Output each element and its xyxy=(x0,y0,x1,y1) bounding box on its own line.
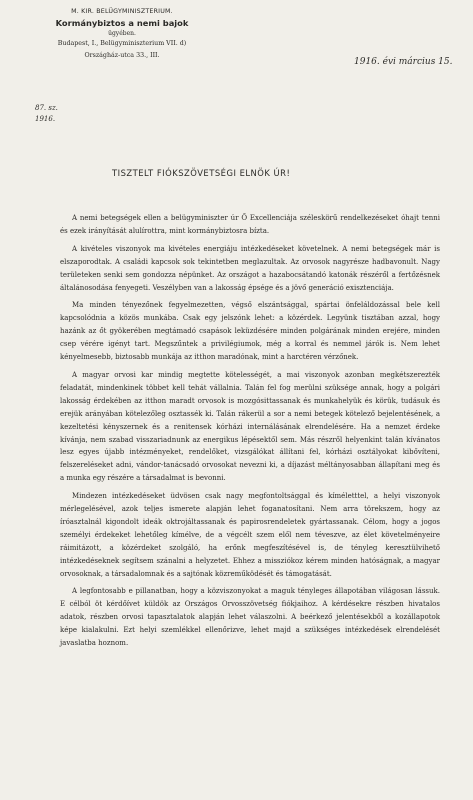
ministry-name: M. KIR. BELÜGYMINISZTERIUM. xyxy=(71,8,173,15)
reference-number: 87. sz. xyxy=(35,104,58,112)
commissioner-title: Kormánybiztos a nemi bajok xyxy=(55,18,189,28)
body-paragraph: A kivételes viszonyok ma kivételes energiáju intézkedéseket követelnek. A nemi betegségek már is elszaporodtak. A családi kapcsok sok tekintetben meglazultak. Az orvosok nagyrésze hadbavonult. Nagy területeken senki sem gondozza népünket. Az országot a hazabocsátandó katonák részéről a fertőzésnek általánosodása fenyegeti. Veszélyben van a lakosság épsége és a jövő generáció exisztenciája. xyxy=(60,244,440,292)
reference-block xyxy=(35,103,58,125)
body-paragraph: Ma minden tényezőnek fegyelmezetten, végső elszántsággal, spártai önfeláldozással bele kell kapcsolódnia a közös munkába. Csak egy jelszónk lehet: a közérdek. Legyünk tisztában azzal, hogy hazánk az őt gyökerében megtámadó csapások leküzdésére minden polgárának minden erejére, minden csep vérére igényt tart. Megszűntek a privilégiumok, még a korral és nemmel járók is. Nem lehet kényelmesebb, biztosabb munkája az itthon maradónak, mint a harctéren vérzőnek. xyxy=(60,301,440,362)
reference-year: 1916. xyxy=(35,115,56,123)
letter-body xyxy=(60,212,440,655)
salutation: TISZTELT FIÓKSZÖVETSÉGI ELNÖK ÚR! xyxy=(112,168,291,178)
body-paragraph: A legfontosabb e pillanatban, hogy a közviszonyokat a maguk tényleges állapotában világosan lássuk. E célból öt kérdőívet küldök az Országos Orvosszövetség fiókjaihoz. A kérdésekre részben hivatalos adatok, részben orvosi tapasztalatok alapján lehet válaszolni. A beérkező jelentésekből a kozállapotok képe kialakulni. Ezt helyi szemlékkel ellenőrizve, lehet majd a szükséges intézkedések elrendelését javaslatba hoznom. xyxy=(60,587,440,648)
address-line-2: Országház-utca 33., III. xyxy=(84,52,160,59)
body-paragraph: A magyar orvosi kar mindig megtette kötelességét, a mai viszonyok azonban megkétszerezték feladatát, mindenkinek többet kell tehát vállalnia. Talán fel fog merülni szüksége annak, hogy a polgári lakosság érdekében az itthon maradt orvosok is mozgósittassanak és munkahelyük és körük, tudásuk és erejük arányában kötelezőleg osztassék ki. Talán rákerül a sor a nemi betegek kötelező bejelentésének, a kezeltetési kényszernek és a renitensek kórházi internálásának elrendelésére. Ha a nemzet érdeke kívánja, nem szabad visszariadnunk az energikus lépésektől sem. Más részről helyenkint talán kívánatos lesz egyes újabb intézményeket, rendelőket, vizsgálókat állítani fel, kórházi osztályokat kibővíteni, felszereléseket adni, vándor-tanácsadó orvosokat nevezni ki, a díjazást méltányosabban állapítani meg és a munka egy részére a társadalmat is bevonni. xyxy=(60,370,440,483)
letterhead xyxy=(22,8,222,61)
letter-date: 1916. évi március 15. xyxy=(354,57,453,67)
body-paragraph: Mindezen intézkedéseket üdvösen csak nagy megfontoltsággal és kíméletttel, a helyi viszonyok mérlegelésével, azok teljes ismerete alapján lehet foganatosítani. Nem arra törekszem, hogy az íróasztalnál kigondolt ideák oktrojáltassanak és papirosrendeletek gyártassanak. Célom, hogy a jogos személyi érdekeket lehetőleg kímélve, de a végcélt szem elől nem téveszve, az élet követelményeire ráimitázott, a közérdeket szolgáló, ha erőnk megfeszítésével is, de tényleg keresztülvihető intézkedéseknek segítsem szánalni a helyzetet. Ehhez a missziókoz kérem minden hatóságnak, a magyar orvosoknak, a társadalomnak és a sajtónak közreműködését és támogatását. xyxy=(60,492,440,578)
body-paragraph: A nemi betegségek ellen a belügyminiszter úr Ő Excellenciája széleskörű rendelkezéseket óhajt tenni és ezek irányítását alulírottra, mint kormánybiztosra bízta. xyxy=(60,214,440,235)
commissioner-matters: ügyében. xyxy=(108,30,136,37)
address-line-1: Budapest, I., Belügyminiszterium VII. d) xyxy=(57,40,187,47)
